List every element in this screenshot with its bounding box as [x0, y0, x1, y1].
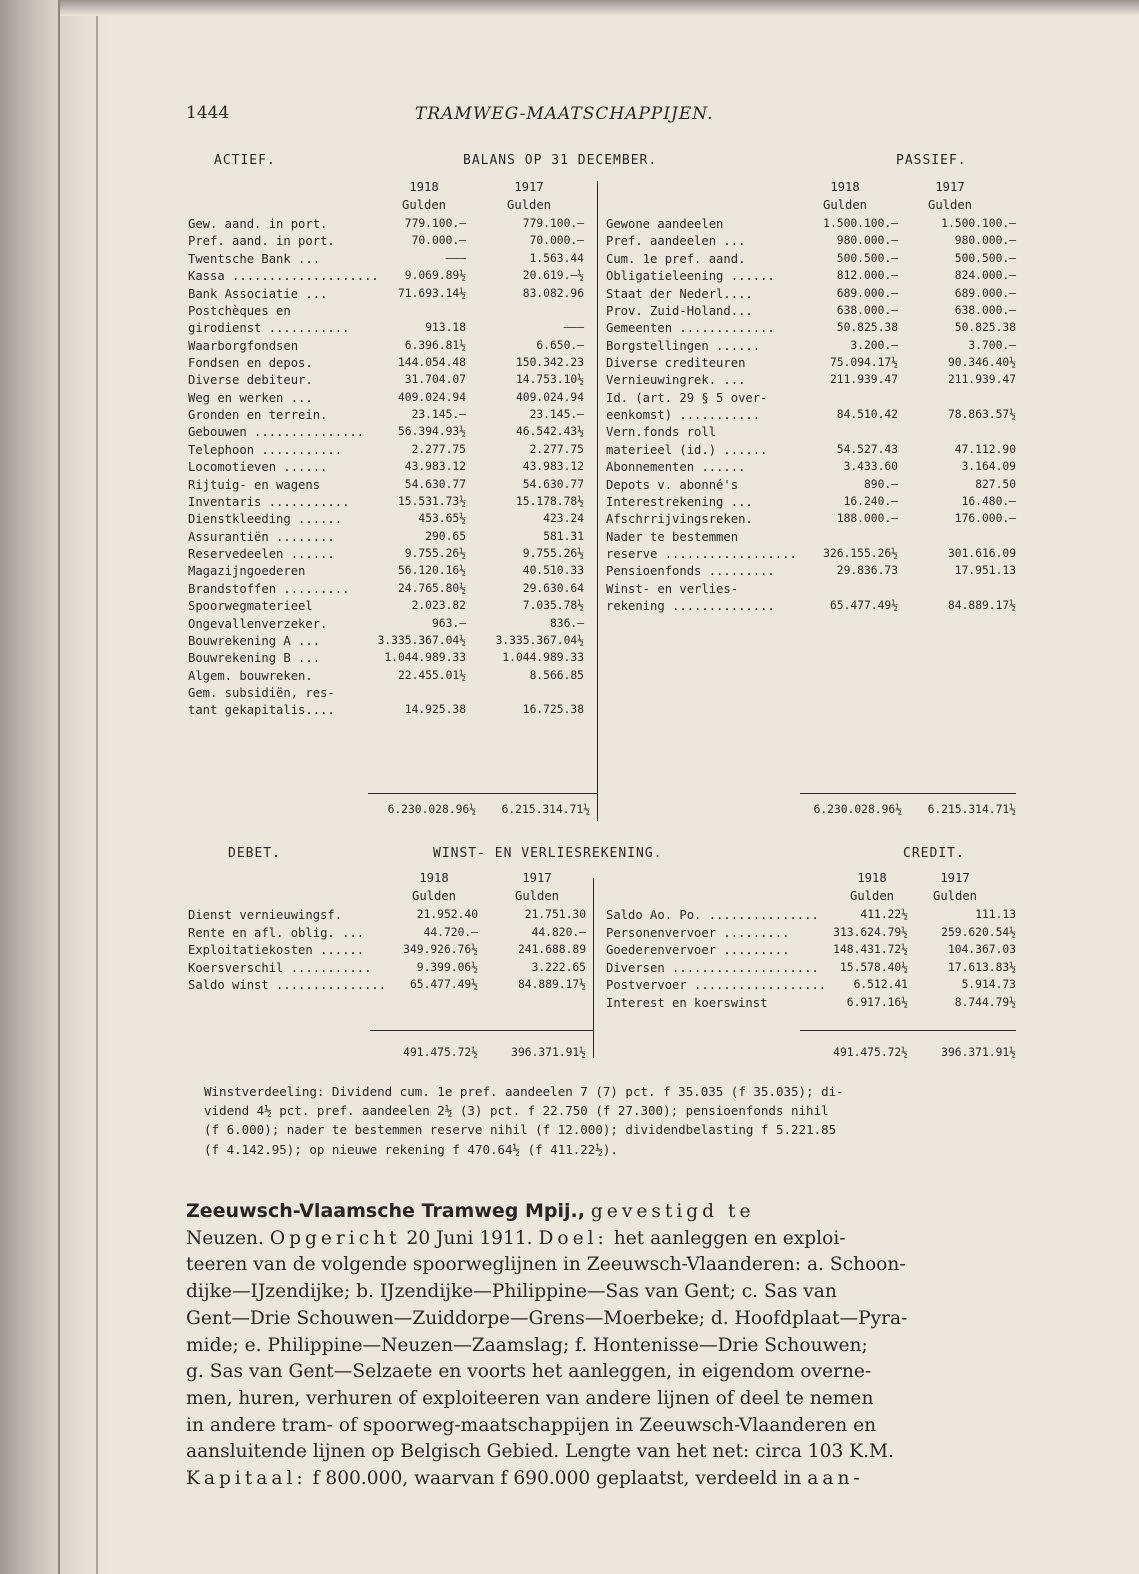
amount-1918: 6.512.41 — [853, 978, 908, 992]
amount-1917: 84.889.17½ — [517, 978, 586, 992]
amount-1918: 779.100.— — [404, 217, 466, 230]
amount-1917: 500.500.— — [954, 251, 1016, 265]
amount-1917: 16.480.— — [961, 494, 1016, 508]
amount-1917: 1.500.100.— — [941, 217, 1016, 230]
section-label-left: DEBET. — [228, 846, 281, 861]
account-label: Vernieuwingrek. ... — [606, 373, 746, 388]
total-1917: 396.371.91½ — [941, 1046, 1016, 1059]
account-label: Pensioenfonds ......... — [606, 564, 775, 579]
amount-1918: 890.— — [863, 477, 898, 491]
amount-1917: 6.650.— — [536, 338, 584, 352]
amount-1917: 44.820.— — [531, 925, 586, 939]
account-label: Exploitatiekosten ...... — [188, 943, 365, 958]
account-label: Gewone aandeelen — [606, 217, 724, 231]
account-label: Interest en koerswinst — [606, 996, 768, 1010]
amount-1918: 16.240.— — [843, 494, 898, 508]
account-label: Gebouwen ............... — [188, 425, 365, 440]
amount-1917: 47.112.90 — [954, 442, 1016, 456]
account-label: Brandstoffen ......... — [188, 581, 350, 596]
account-label: Afschrrijvingsreken. — [606, 512, 753, 527]
account-label: Bouwrekening A ... — [188, 633, 321, 648]
amount-1918: 43.983.12 — [404, 460, 466, 474]
amount-1918: 31.704.07 — [404, 373, 466, 387]
unit-header: Gulden — [401, 198, 447, 212]
entry-line: Kapitaal: f 800.000, waarvan f 690.000 geplaatst, verdeeld in aan- — [186, 1468, 864, 1490]
total-rule — [370, 1030, 594, 1031]
amount-1917: 23.145.— — [529, 408, 584, 422]
account-label: Abonnementen ...... — [606, 460, 746, 475]
account-label: Rente en afl. oblig. ... — [188, 925, 365, 940]
total-1918: 6.230.028.96½ — [813, 803, 902, 816]
account-label: rekening .............. — [606, 599, 775, 614]
amount-1918: 963.— — [431, 616, 466, 630]
amount-1918: 2.023.82 — [411, 599, 466, 613]
amount-1917: 15.178.78½ — [515, 494, 584, 508]
total-1917: 6.215.314.71½ — [501, 803, 590, 816]
amount-1917: 150.342.23 — [515, 356, 584, 369]
account-label: Winst- en verlies- — [606, 581, 739, 596]
account-label: Personenvervoer ......... — [606, 925, 790, 940]
unit-header: Gulden — [927, 198, 973, 212]
account-label: Gemeenten ............. — [606, 321, 775, 336]
amount-1917: 78.863.57½ — [947, 408, 1016, 422]
amount-1918: 15.578.40½ — [839, 960, 908, 974]
amount-1917: 9.755.26½ — [522, 547, 584, 560]
book-binding-shadow — [0, 0, 110, 1574]
amount-1917: 980.000.— — [954, 234, 1016, 248]
amount-1918: 56.120.16½ — [397, 564, 466, 578]
amount-1918: 409.024.94 — [397, 390, 466, 404]
account-label: tant gekapitalis.... — [188, 703, 335, 718]
amount-1918: 638.000.— — [836, 303, 898, 317]
total-rule — [800, 1030, 1016, 1031]
amount-1917: 423.24 — [543, 512, 584, 526]
unit-header: Gulden — [932, 889, 978, 903]
account-label: Bank Associatie ... — [188, 286, 328, 301]
section-label-left: ACTIEF. — [214, 153, 276, 168]
account-label: Assurantiën ........ — [188, 529, 335, 544]
amount-1918: 22.455.01½ — [397, 668, 466, 682]
amount-1918: ——— — [445, 251, 466, 265]
account-label: Kassa .................... — [188, 269, 379, 284]
year-header: 1917 — [522, 871, 552, 885]
profit-loss-title: WINST- EN VERLIESREKENING. — [433, 846, 663, 861]
entry-line: g. Sas van Gent—Selzaete en voorts het aanleggen, in eigendom overne- — [186, 1361, 872, 1383]
amount-1918: 65.477.49½ — [409, 978, 478, 992]
binding-edge — [58, 0, 60, 1574]
amount-1917: 16.725.38 — [522, 703, 584, 717]
amount-1918: 211.939.47 — [829, 373, 898, 387]
amount-1917: 84.889.17½ — [947, 599, 1016, 613]
amount-1918: 689.000.— — [836, 286, 898, 300]
account-label: Algem. bouwreken. — [188, 668, 313, 683]
amount-1918: 9.069.89½ — [404, 269, 466, 283]
account-label: Saldo Ao. Po. ............... — [606, 908, 819, 922]
amount-1918: 70.000.— — [411, 234, 466, 248]
amount-1917: 54.630.77 — [522, 477, 584, 491]
amount-1917: 29.630.64 — [522, 581, 584, 595]
account-label: Diversen .................... — [606, 960, 819, 975]
account-label: Inventaris ........... — [188, 494, 350, 509]
distribution-line: vidend 4½ pct. pref. aandeelen 2½ (3) pct. f 22.750 (f 27.300); pensioenfonds nihil — [204, 1103, 829, 1119]
total-rule — [800, 793, 1016, 794]
amount-1917: 111.13 — [975, 908, 1016, 921]
distribution-line: Winstverdeeling: Dividend cum. 1e pref. aandeelen 7 (7) pct. f 35.035 (f 35.035); di- — [204, 1084, 844, 1099]
entry-line: men, huren, verhuren of exploiteeren van andere lijnen of deel te nemen — [186, 1387, 874, 1409]
amount-1917: 50.825.38 — [954, 321, 1016, 335]
account-label: Cum. 1e pref. aand. — [606, 251, 746, 266]
amount-1918: 144.054.48 — [397, 356, 466, 369]
total-1918: 491.475.72½ — [833, 1046, 908, 1059]
amount-1918: 3.335.367.04½ — [377, 633, 466, 647]
amount-1918: 2.277.75 — [411, 442, 466, 456]
page-top-edge — [60, 0, 1139, 16]
amount-1918: 6.396.81½ — [404, 338, 466, 352]
amount-1918: 411.22½ — [860, 908, 908, 921]
account-label: Locomotieven ...... — [188, 460, 328, 475]
year-header: 1917 — [935, 180, 965, 194]
account-label: Dienstkleeding ...... — [188, 512, 343, 527]
amount-1918: 313.624.79½ — [833, 925, 908, 939]
amount-1917: 241.688.89 — [517, 943, 586, 957]
amount-1918: 21.952.40 — [416, 908, 478, 921]
amount-1917: 90.346.40½ — [947, 356, 1016, 369]
account-label: Prov. Zuid-Holand... — [606, 303, 753, 318]
amount-1917: 8.566.85 — [529, 668, 584, 682]
amount-1917: 301.616.09 — [947, 547, 1016, 560]
amount-1918: 3.200.— — [850, 338, 898, 352]
account-label: Obligatieleening ...... — [606, 269, 775, 284]
account-label: Postvervoer .................. — [606, 978, 827, 993]
account-label: eenkomst) ........... — [606, 408, 761, 423]
company-entry — [186, 1198, 1006, 1493]
total-1917: 6.215.314.71½ — [927, 803, 1016, 816]
amount-1918: 500.500.— — [836, 251, 898, 265]
unit-header: Gulden — [411, 889, 457, 903]
account-label: Koersverschil ........... — [188, 960, 372, 975]
unit-header: Gulden — [822, 198, 868, 212]
account-label: reserve .................. — [606, 547, 797, 561]
account-label: materieel (id.) ...... — [606, 442, 768, 457]
amount-1918: 75.094.17½ — [829, 356, 898, 369]
amount-1917: 638.000.— — [954, 303, 1016, 317]
amount-1917: 2.277.75 — [529, 442, 584, 456]
amount-1918: 980.000.— — [836, 234, 898, 248]
account-label: Spoorwegmaterieel — [188, 599, 313, 614]
amount-1918: 349.926.76½ — [403, 943, 478, 957]
amount-1918: 1.044.989.33 — [384, 651, 466, 665]
year-header: 1917 — [940, 871, 970, 885]
column-divider — [593, 878, 594, 1058]
amount-1918: 913.18 — [425, 321, 466, 335]
entry-text: gevestigd te — [590, 1201, 755, 1222]
section-label-right: PASSIEF. — [896, 153, 967, 168]
amount-1918: 148.431.72½ — [833, 943, 908, 957]
total-rule — [368, 793, 598, 794]
amount-1917: 14.753.10½ — [515, 373, 584, 387]
amount-1918: 71.693.14½ — [397, 286, 466, 300]
amount-1917: 104.367.03 — [947, 943, 1016, 957]
account-label: girodienst ........... — [188, 321, 350, 336]
year-header: 1918 — [857, 871, 887, 885]
amount-1917: 17.951.13 — [954, 564, 1016, 578]
account-label: Telephoon ........... — [188, 442, 343, 457]
amount-1918: 15.531.73½ — [397, 494, 466, 508]
amount-1918: 23.145.— — [411, 408, 466, 422]
account-label: Gem. subsidiën, res- — [188, 686, 335, 700]
amount-1918: 812.000.— — [836, 269, 898, 283]
amount-1917: 70.000.— — [529, 234, 584, 248]
amount-1918: 56.394.93½ — [397, 425, 466, 439]
account-label: Fondsen en depos. — [188, 356, 313, 370]
account-label: Ongevallenverzeker. — [188, 616, 328, 631]
running-title: TRAMWEG-MAATSCHAPPIJEN. — [415, 104, 714, 124]
unit-header: Gulden — [506, 198, 552, 212]
amount-1917: 20.619.—½ — [522, 269, 584, 283]
amount-1917: 581.31 — [543, 529, 584, 543]
account-label: Saldo winst ............... — [188, 978, 387, 993]
unit-header: Gulden — [514, 889, 560, 903]
account-label: Dienst vernieuwingsf. — [188, 908, 343, 922]
amount-1918: 1.500.100.— — [823, 217, 898, 230]
total-1918: 6.230.028.96½ — [387, 803, 476, 816]
amount-1917: 46.542.43½ — [515, 425, 584, 439]
amount-1917: 3.222.65 — [531, 960, 586, 974]
entry-line — [186, 1198, 1006, 1226]
year-header: 1918 — [830, 180, 860, 194]
amount-1917: 21.751.30 — [524, 908, 586, 921]
total-1918: 491.475.72½ — [403, 1046, 478, 1059]
amount-1917: 3.164.09 — [961, 460, 1016, 474]
entry-line: in andere tram- of spoorweg-maatschappijen in Zeeuwsch-Vlaanderen en — [186, 1414, 877, 1436]
amount-1917: 17.613.83½ — [947, 960, 1016, 974]
account-label: Diverse crediteuren — [606, 356, 746, 370]
account-label: Pref. aand. in port. — [188, 234, 335, 249]
section-label-right: CREDIT. — [903, 846, 965, 861]
unit-header: Gulden — [849, 889, 895, 903]
amount-1918: 65.477.49½ — [829, 599, 898, 613]
amount-1917: 43.983.12 — [522, 460, 584, 474]
amount-1918: 3.433.60 — [843, 460, 898, 474]
amount-1917: 211.939.47 — [947, 373, 1016, 387]
amount-1917: 3.335.367.04½ — [495, 633, 584, 647]
amount-1918: 24.765.80½ — [397, 581, 466, 595]
amount-1917: 1.044.989.33 — [502, 651, 584, 665]
amount-1918: 9.755.26½ — [404, 547, 466, 560]
total-1917: 396.371.91½ — [511, 1046, 586, 1059]
amount-1918: 54.630.77 — [404, 477, 466, 491]
company-name: Zeeuwsch-Vlaamsche Tramweg Mpij., — [186, 1200, 585, 1222]
account-label: Waarborgfondsen — [188, 338, 299, 353]
amount-1917: 259.620.54½ — [941, 925, 1016, 939]
amount-1917: 176.000.— — [954, 512, 1016, 526]
account-label: Postchèques en — [188, 303, 291, 318]
amount-1917: 824.000.— — [954, 269, 1016, 283]
amount-1917: 8.744.79½ — [954, 996, 1016, 1009]
distribution-line: (f 6.000); nader te bestemmen reserve nihil (f 12.000); dividendbelasting f 5.221.85 — [204, 1122, 837, 1138]
amount-1917: 40.510.33 — [522, 564, 584, 578]
distribution-line: (f 4.142.95); op nieuwe rekening f 470.64½ (f 411.22½). — [204, 1141, 618, 1157]
amount-1917: 689.000.— — [954, 286, 1016, 300]
amount-1918: 9.399.06½ — [416, 960, 478, 974]
account-label: Gew. aand. in port. — [188, 217, 328, 231]
amount-1917: 1.563.44 — [529, 251, 584, 265]
account-label: Vern.fonds roll — [606, 425, 717, 440]
amount-1918: 50.825.38 — [836, 321, 898, 335]
balance-title: BALANS OP 31 DECEMBER. — [463, 153, 658, 168]
amount-1917: 3.700.— — [968, 338, 1016, 352]
entry-line: aansluitende lijnen op Belgisch Gebied. Lengte van het net: circa 103 K.M. — [186, 1441, 894, 1463]
entry-line: teeren van de volgende spoorweglijnen in Zeeuwsch-Vlaanderen: a. Schoon- — [186, 1254, 906, 1276]
amount-1917: 779.100.— — [522, 217, 584, 230]
amount-1917: 836.— — [549, 616, 584, 630]
amount-1918: 188.000.— — [836, 512, 898, 526]
amount-1918: 14.925.38 — [404, 703, 466, 717]
account-label: Nader te bestemmen — [606, 529, 739, 544]
entry-line: Neuzen. Opgericht 20 Juni 1911. Doel: het aanleggen en exploi- — [186, 1227, 846, 1249]
amount-1918: 453.65½ — [418, 512, 466, 526]
account-label: Borgstellingen ...... — [606, 338, 761, 353]
account-label: Rijtuig- en wagens — [188, 477, 321, 492]
amount-1918: 84.510.42 — [836, 408, 898, 422]
account-label: Id. (art. 29 § 5 over- — [606, 390, 768, 405]
amount-1918: 326.155.26½ — [823, 547, 898, 560]
amount-1918: 29.836.73 — [836, 564, 898, 578]
amount-1918: 54.527.43 — [836, 442, 898, 456]
year-header: 1917 — [514, 180, 544, 194]
amount-1917: 827.50 — [975, 477, 1016, 491]
account-label: Bouwrekening B ... — [188, 651, 321, 666]
account-label: Interestrekening ... — [606, 494, 753, 509]
binding-edge — [96, 0, 98, 1574]
amount-1918: 44.720.— — [423, 925, 478, 939]
account-label: Diverse debiteur. — [188, 373, 313, 388]
account-label: Weg en werken ... — [188, 390, 313, 405]
account-label: Twentsche Bank ... — [188, 251, 321, 266]
page-number: 1444 — [186, 103, 230, 123]
column-divider — [597, 181, 598, 821]
account-label: Goederenvervoer ......... — [606, 943, 790, 958]
account-label: Reservedeelen ...... — [188, 547, 335, 561]
entry-line: mide; e. Philippine—Neuzen—Zaamslag; f. Hontenisse—Drie Schouwen; — [186, 1334, 868, 1356]
account-label: Depots v. abonné's — [606, 477, 739, 492]
amount-1918: 6.917.16½ — [846, 996, 908, 1009]
year-header: 1918 — [409, 180, 439, 194]
entry-line: Gent—Drie Schouwen—Zuiddorpe—Grens—Moerbeke; d. Hoofdplaat—Pyra- — [186, 1307, 908, 1329]
amount-1918: 290.65 — [425, 529, 466, 543]
year-header: 1918 — [419, 871, 449, 885]
amount-1917: 409.024.94 — [515, 390, 584, 404]
account-label: Pref. aandeelen ... — [606, 234, 746, 249]
amount-1917: 83.082.96 — [522, 286, 584, 300]
entry-line: dijke—IJzendijke; b. IJzendijke—Philippine—Sas van Gent; c. Sas van — [186, 1281, 837, 1303]
amount-1917: 7.035.78½ — [522, 599, 584, 613]
amount-1917: 5.914.73 — [961, 978, 1016, 992]
account-label: Gronden en terrein. — [188, 408, 328, 423]
account-label: Magazijngoederen — [188, 564, 306, 579]
account-label: Staat der Nederl.... — [606, 286, 753, 301]
profit-distribution-note — [204, 1082, 1016, 1159]
amount-1917: ——— — [563, 321, 584, 335]
